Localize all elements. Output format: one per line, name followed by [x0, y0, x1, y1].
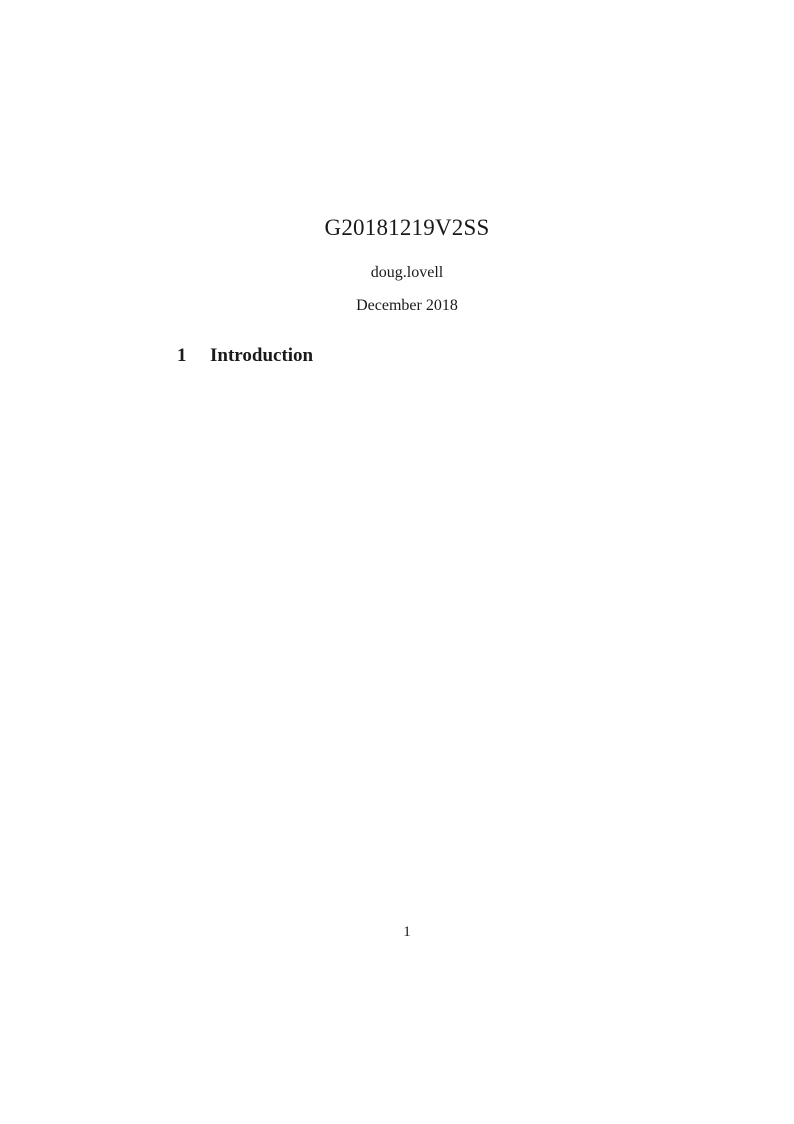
- document-author: doug.lovell: [370, 263, 444, 281]
- section-heading: [177, 345, 637, 368]
- title-block: [177, 0, 637, 315]
- document-title: G20181219V2SS: [324, 215, 490, 240]
- document-date: December 2018: [356, 296, 458, 314]
- page-footer: [177, 924, 637, 941]
- section-number: 1: [177, 345, 187, 366]
- page-number: 1: [403, 924, 411, 940]
- section-title: Introduction: [210, 345, 314, 366]
